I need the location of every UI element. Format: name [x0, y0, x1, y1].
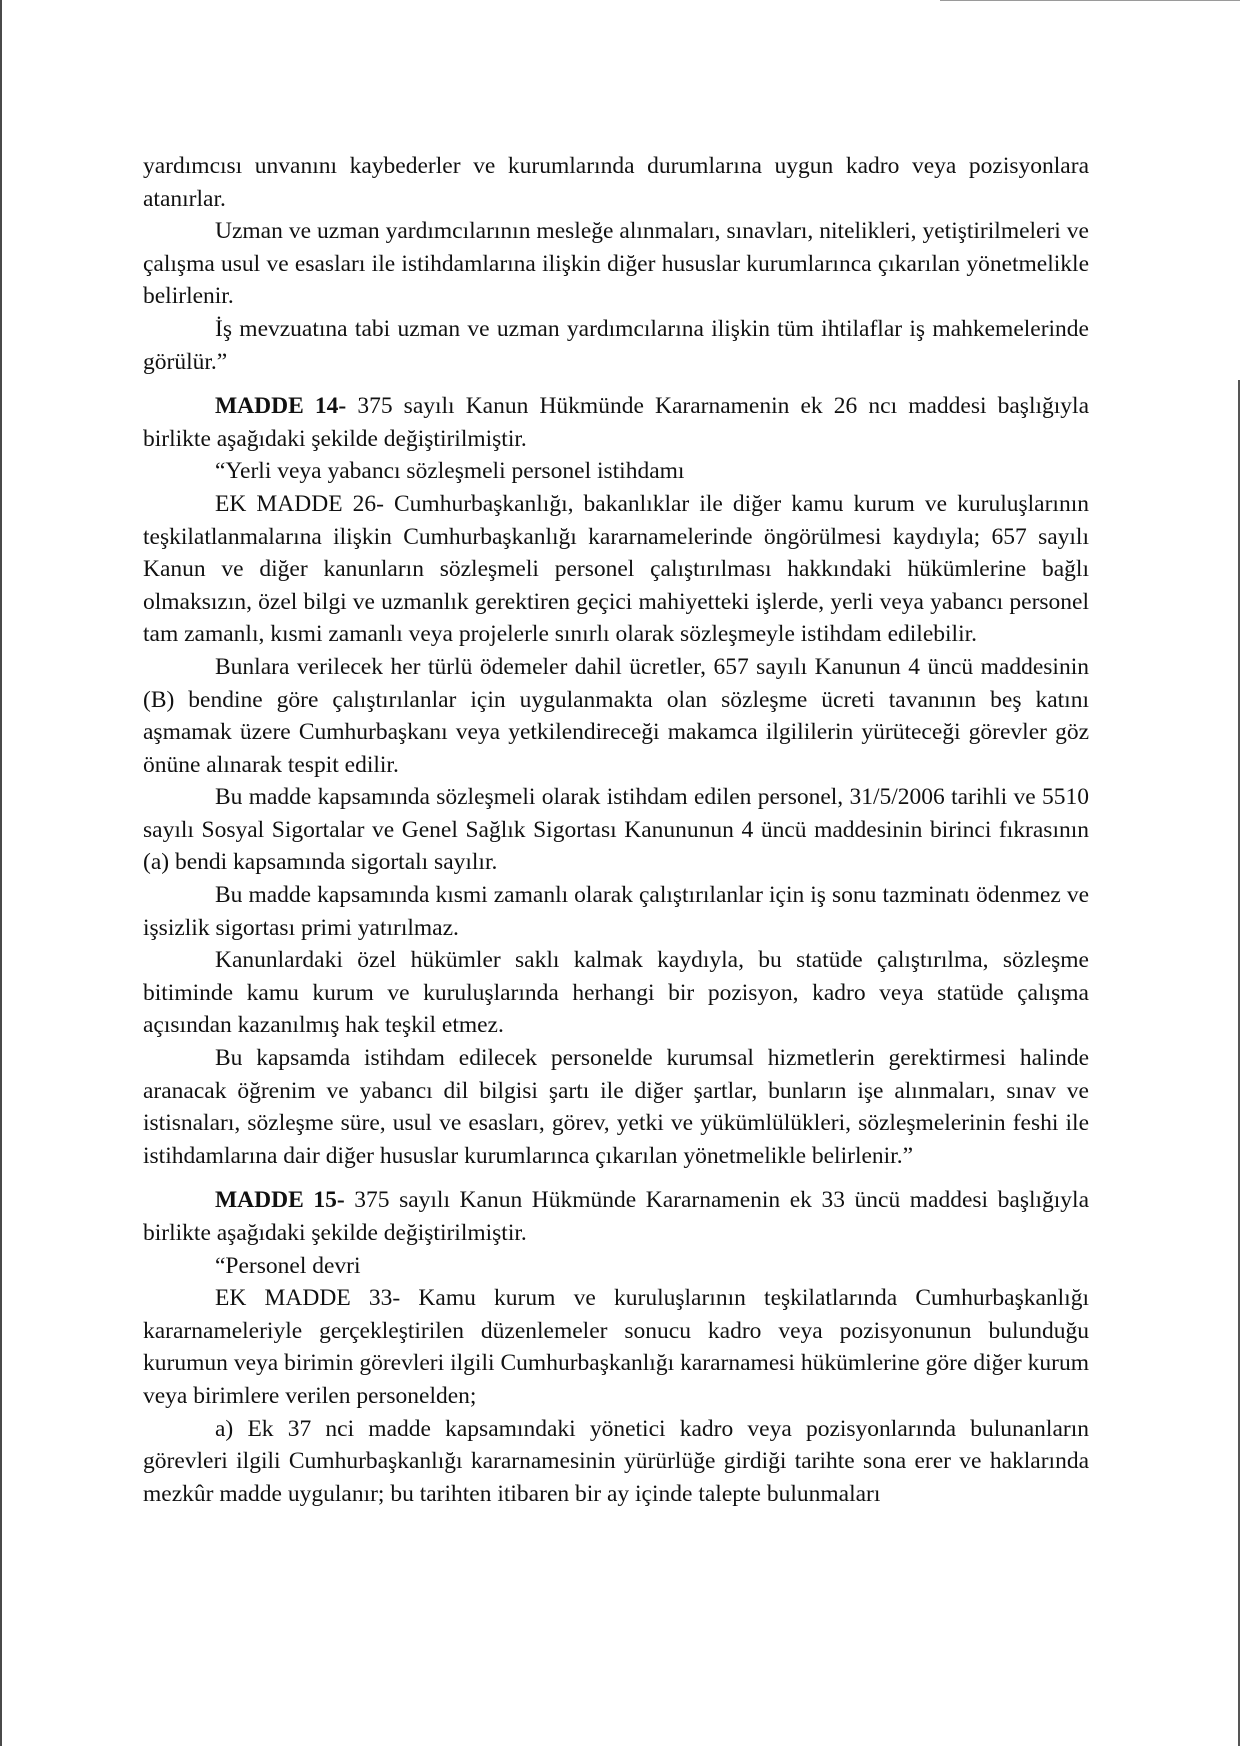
- article-14-heading: MADDE 14- 375 sayılı Kanun Hükmünde Kararnamenin ek 26 ncı maddesi başlığıyla birlikte aşağıdaki şekilde değiştirilmiştir.: [143, 393, 1089, 452]
- paragraph-14: EK MADDE 33- Kamu kurum ve kuruluşlarının teşkilatlarında Cumhurbaşkanlığı kararnameleriyle gerçekleştirilen düzenlemeler sonucu kadro veya pozisyonunun bulunduğu kurumun veya birimin görevleri ilgili Cumhurbaşkanlığı kararnamesi hükümlerine göre diğer kurum veya birimlere verilen personelden;: [143, 1285, 1089, 1409]
- article-15-heading: MADDE 15- 375 sayılı Kanun Hükmünde Kararnamenin ek 33 üncü maddesi başlığıyla birlikte aşağıdaki şekilde değiştirilmiştir.: [143, 1187, 1090, 1246]
- scan-edge-left: [0, 0, 2, 1746]
- scan-edge-top: [940, 0, 1240, 1]
- paragraph-7: Bunlara verilecek her türlü ödemeler dahil ücretler, 657 sayılı Kanunun 4 üncü maddesinin (B) bendine göre çalıştırılanlar için uygulanmakta olan sözleşme ücreti tavanının beş katını aşmamak üzere Cumhurbaşkanı veya yetkilendireceği makamca ilgililerin yürüteceği görevler göz önüne alınarak tespit edilir.: [143, 653, 1089, 778]
- paragraph-6: EK MADDE 26- Cumhurbaşkanlığı, bakanlıklar ile diğer kamu kurum ve kuruluşlarının teşkilatlanmalarına ilişkin Cumhurbaşkanlığı kararnamelerinde öngörülmesi kaydıyla; 657 sayılı Kanun ve diğer kanunların sözleşmeli personel çalıştırılması hakkındaki hükümlerine bağlı olmaksızın, özel bilgi ve uzmanlık gerektiren geçici mahiyetteki işlerde, yerli veya yabancı personel tam zamanlı, kısmi zamanlı veya projelerle sınırlı olarak sözleşmeyle istihdam edilebilir.: [143, 490, 1089, 648]
- paragraph-13: “Personel devri: [215, 1252, 361, 1279]
- article-15-label: MADDE 15-: [215, 1187, 345, 1214]
- paragraph-9: Bu madde kapsamında kısmi zamanlı olarak çalıştırılanlar için iş sonu tazminatı ödenmez ve işsizlik sigortası primi yatırılmaz.: [143, 882, 1089, 941]
- article-14-label: MADDE 14-: [215, 393, 347, 420]
- paragraph-10: Kanunlardaki özel hükümler saklı kalmak kaydıyla, bu statüde çalıştırılma, sözleşme bitiminde kamu kurum ve kuruluşlarında herhangi bir pozisyon, kadro veya statüde çalışma açısından kazanılmış hak teşkil etmez.: [143, 947, 1089, 1039]
- paragraph-3: İş mevzuatına tabi uzman ve uzman yardımcılarına ilişkin tüm ihtilaflar iş mahkemelerinde görülür.”: [143, 315, 1089, 375]
- document-body: [143, 150, 1089, 1510]
- paragraph-5: “Yerli veya yabancı sözleşmeli personel istihdamı: [215, 458, 685, 485]
- paragraph-11: Bu kapsamda istihdam edilecek personelde kurumsal hizmetlerin gerektirmesi halinde aranacak öğrenim ve yabancı dil bilgisi şartı ile diğer şartlar, bunların işe alınmaları, sınav ve istisnaları, sözleşme süre, usul ve esasları, görev, yetki ve yükümlülükleri, sözleşmelerinin feshi ile istihdamlarına dair diğer hususlar kurumlarınca çıkarılan yönetmelikle belirlenir.”: [143, 1045, 1089, 1169]
- paragraph-15: a) Ek 37 nci madde kapsamındaki yönetici kadro veya pozisyonlarında bulunanların görevleri ilgili Cumhurbaşkanlığı kararnamesinin yürürlüğe girdiği tarihte sona erer ve haklarında mezkûr madde uygulanır; bu tarihten itibaren bir ay içinde talepte bulunmaları: [143, 1415, 1089, 1507]
- paragraph-8: Bu madde kapsamında sözleşmeli olarak istihdam edilen personel, 31/5/2006 tarihli ve 5510 sayılı Sosyal Sigortalar ve Genel Sağlık Sigortası Kanununun 4 üncü maddesinin birinci fıkrasının (a) bendi kapsamında sigortalı sayılır.: [143, 784, 1089, 876]
- paragraph-2: Uzman ve uzman yardımcılarının mesleğe alınmaları, sınavları, nitelikleri, yetiştirilmeleri ve çalışma usul ve esasları ile istihdamlarına ilişkin diğer hususlar kurumlarınca çıkarılan yönetmelikle belirlenir.: [143, 218, 1089, 310]
- paragraph-1: yardımcısı unvanını kaybederler ve kurumlarında durumlarına uygun kadro veya pozisyonlara atanırlar.: [143, 153, 1089, 212]
